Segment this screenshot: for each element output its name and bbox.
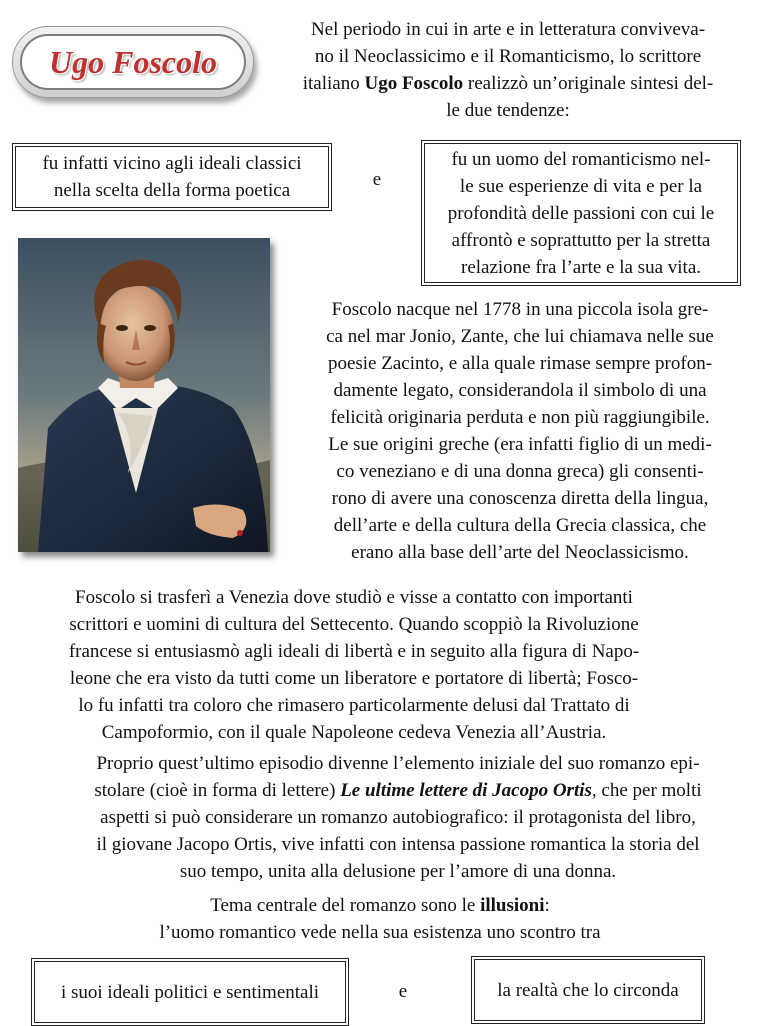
intro-text: italiano (302, 73, 365, 94)
classic-box-inner (15, 146, 329, 208)
intro-line: no il Neoclassicimo e il Romanticismo, lo scrittore (314, 46, 702, 67)
romantic-line: fu un uomo del romanticismo nel- (451, 148, 711, 170)
bio-line: ca nel mar Jonio, Zante, che lui chiamava nelle sue (326, 326, 714, 347)
classic-line: nella scelta della forma poetica (53, 180, 291, 201)
bio-line: felicità originaria perduta e non più raggiungibile. (330, 407, 710, 428)
romantic-line: le sue esperienze di vita e per la (459, 175, 703, 197)
venice-line: scrittori e uomini di cultura del Settecento. Quando scoppiò la Rivoluzione (69, 614, 639, 635)
venice-paragraph (4, 584, 704, 746)
title-badge-inner (20, 34, 246, 90)
theme-line (20, 892, 740, 919)
page-title: Ugo Foscolo (49, 43, 217, 80)
romantic-line: relazione fra l’arte e la sua vita. (461, 256, 701, 278)
theme-text: Tema centrale del romanzo sono le (210, 895, 481, 916)
venice-line: Foscolo si trasferì a Venezia dove studiò e visse a contatto con importanti (75, 587, 633, 608)
reality-text: la realtà che lo circonda (497, 979, 679, 1001)
novel-line: Proprio quest’ultimo episodio divenne l’elemento iniziale del suo romanzo epi- (96, 753, 700, 774)
novel-line (34, 777, 762, 804)
novel-line: il giovane Jacopo Ortis, vive infatti con intensa passione romantica la storia del (96, 834, 700, 855)
novel-title: Le ultime lettere di Jacopo Ortis (340, 780, 592, 801)
venice-line: francese si entusiasmò agli ideali di libertà e in seguito alla figura di Napo- (68, 641, 640, 662)
ideals-box-inner (34, 961, 346, 1023)
intro-line: Nel periodo in cui in arte e in letteratura conviveva- (310, 19, 706, 40)
novel-line: aspetti si può considerare un romanzo autobiografico: il protagonista del libro, (100, 807, 696, 828)
conjunction-2: e (398, 981, 408, 1002)
theme-text: : (544, 895, 550, 916)
novel-paragraph (34, 750, 762, 885)
venice-line: lo fu infatti tra coloro che rimasero particolarmente delusi dal Trattato di (78, 695, 630, 716)
bio-paragraph (282, 296, 758, 566)
bio-line: dell’arte e della cultura della Grecia classica, che (333, 515, 707, 536)
theme-keyword: illusioni (480, 895, 545, 916)
reality-box (471, 956, 705, 1024)
bio-line: damente legato, considerandola il simbolo di una (333, 380, 707, 401)
bio-line: Foscolo nacque nel 1778 in una piccola isola gre- (331, 299, 709, 320)
theme-paragraph (20, 892, 740, 946)
romantic-box-inner (424, 143, 738, 283)
bio-line: co veneziano e di una donna greca) gli consenti- (336, 461, 704, 482)
title-badge (12, 26, 254, 98)
bio-line: Le sue origini greche (era infatti figlio di un medi- (328, 434, 712, 455)
conjunction-1: e (372, 169, 382, 190)
portrait-painting (18, 238, 270, 552)
bio-line: rono di avere una conoscenza diretta della lingua, (331, 488, 709, 509)
novel-line: suo tempo, unita alla delusione per l’amore di una donna. (179, 861, 617, 882)
classic-box (12, 143, 332, 211)
foscolo-portrait (18, 238, 270, 552)
romantic-line: profondità delle passioni con cui le (447, 202, 715, 224)
intro-line (262, 70, 754, 97)
author-name: Ugo Foscolo (364, 73, 464, 94)
ideals-box (31, 958, 349, 1026)
intro-text: realizzò un’originale sintesi del- (463, 73, 714, 94)
theme-line: l’uomo romantico vede nella sua esistenza uno scontro tra (159, 922, 601, 943)
novel-text: stolare (cioè in forma di lettere) (94, 780, 341, 801)
venice-line: leone che era visto da tutti come un liberatore e portatore di libertà; Fosco- (69, 668, 639, 689)
bio-line: poesie Zacinto, e alla quale rimase sempre profon- (327, 353, 713, 374)
novel-text: , che per molti (591, 780, 702, 801)
bio-line: erano alla base dell’arte del Neoclassicismo. (351, 542, 689, 563)
romantic-box (421, 140, 741, 286)
reality-box-inner (474, 959, 702, 1021)
venice-line: Campoformio, con il quale Napoleone cedeva Venezia all’Austria. (101, 722, 607, 743)
romantic-line: affrontò e soprattutto per la stretta (451, 229, 711, 251)
ideals-text: i suoi ideali politici e sentimentali (60, 981, 320, 1003)
intro-line: le due tendenze: (446, 100, 570, 121)
classic-line: fu infatti vicino agli ideali classici (42, 153, 302, 174)
intro-paragraph (262, 16, 754, 124)
